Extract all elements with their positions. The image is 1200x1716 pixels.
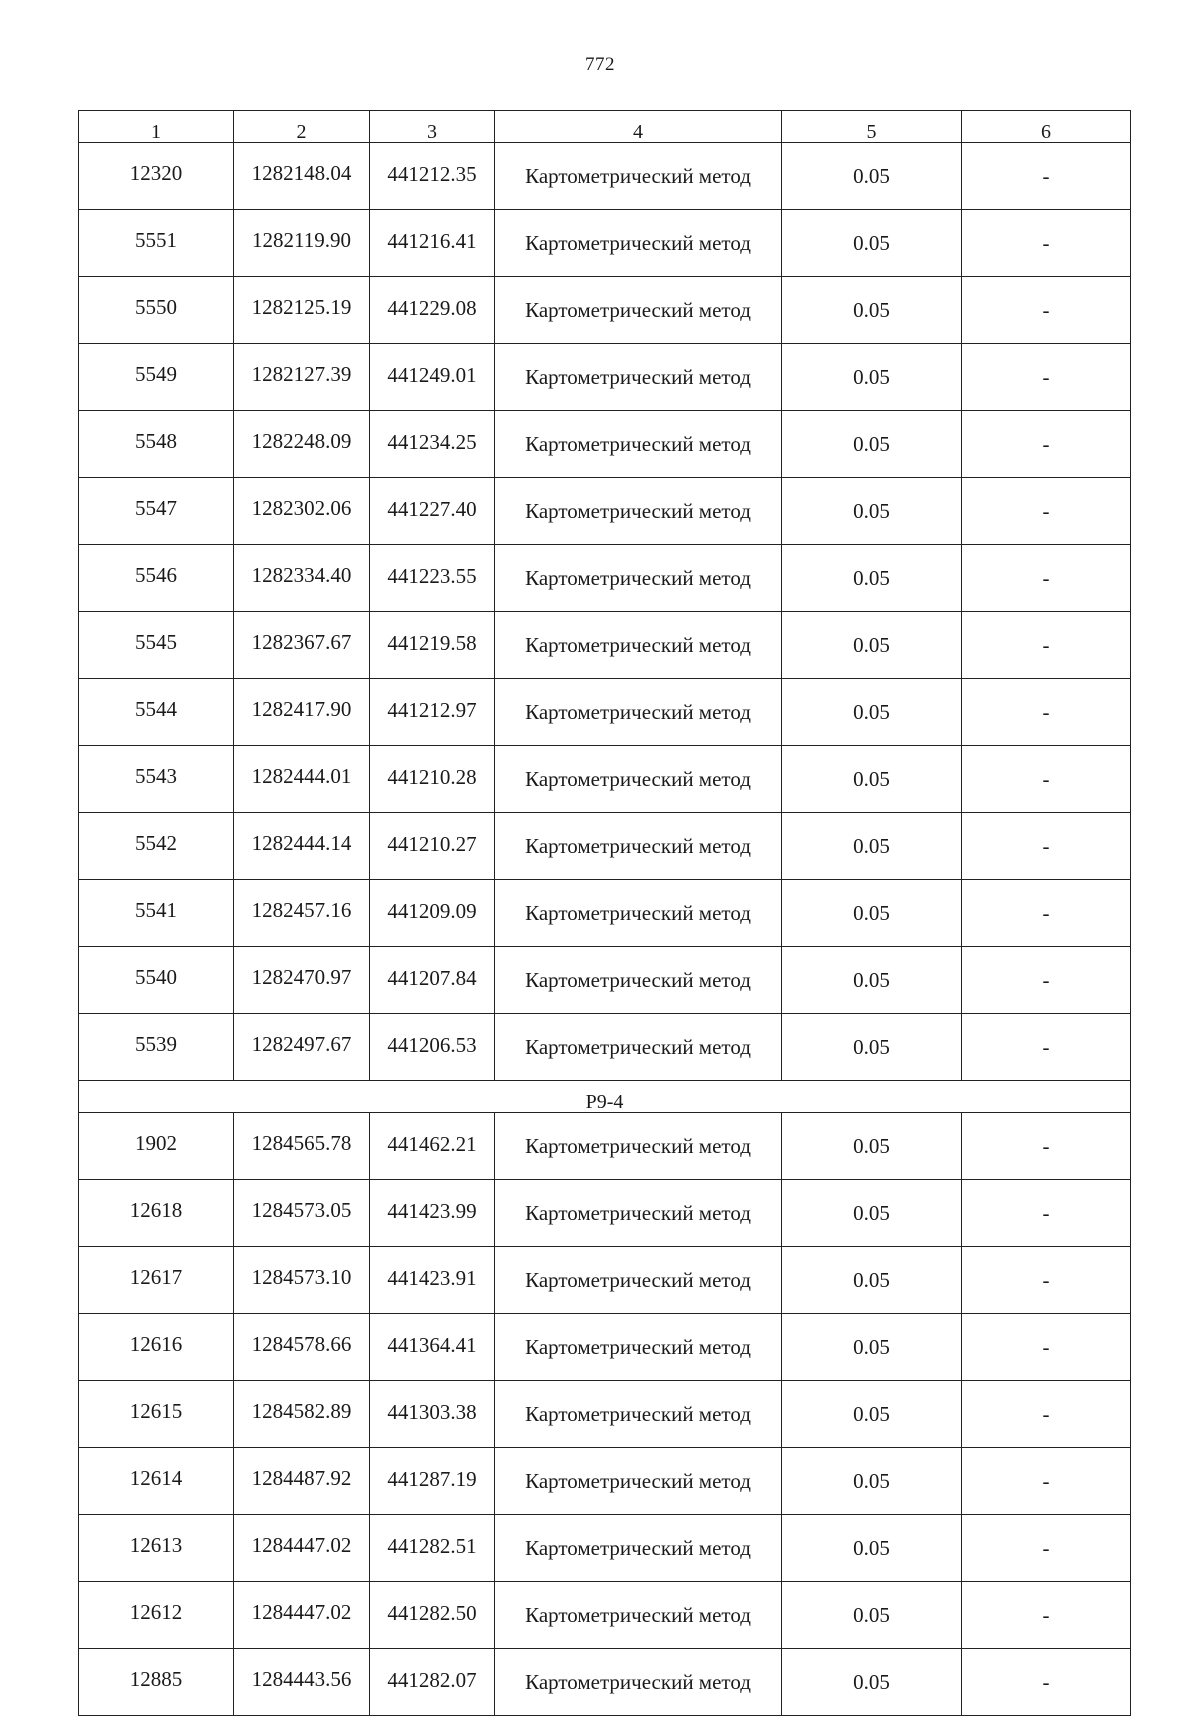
x-coordinate-cell: 1284565.78 [234, 1113, 370, 1180]
method-cell: Картометрический метод [495, 746, 782, 813]
point-number-cell: 5540 [79, 947, 234, 1014]
point-number-cell: 12613 [79, 1515, 234, 1582]
note-cell: - [962, 277, 1131, 344]
x-coordinate-cell: 1284573.05 [234, 1180, 370, 1247]
point-number-cell: 5541 [79, 880, 234, 947]
column-header: 4 [495, 111, 782, 143]
method-cell: Картометрический метод [495, 344, 782, 411]
point-number-cell: 12616 [79, 1314, 234, 1381]
point-number-cell: 12615 [79, 1381, 234, 1448]
table-row [79, 880, 1131, 947]
x-coordinate-cell: 1284573.10 [234, 1247, 370, 1314]
note-cell: - [962, 1448, 1131, 1515]
x-coordinate-cell: 1282470.97 [234, 947, 370, 1014]
table-row [79, 478, 1131, 545]
table-body [79, 111, 1131, 1716]
method-cell: Картометрический метод [495, 1247, 782, 1314]
point-number-cell: 12320 [79, 143, 234, 210]
x-coordinate-cell: 1282444.14 [234, 813, 370, 880]
note-cell: - [962, 1515, 1131, 1582]
note-cell: - [962, 746, 1131, 813]
y-coordinate-cell: 441209.09 [370, 880, 495, 947]
method-cell: Картометрический метод [495, 545, 782, 612]
x-coordinate-cell: 1282497.67 [234, 1014, 370, 1081]
point-number-cell: 1902 [79, 1113, 234, 1180]
y-coordinate-cell: 441216.41 [370, 210, 495, 277]
x-coordinate-cell: 1282444.01 [234, 746, 370, 813]
method-cell: Картометрический метод [495, 880, 782, 947]
accuracy-cell: 0.05 [782, 344, 962, 411]
table-row [79, 1515, 1131, 1582]
note-cell: - [962, 1381, 1131, 1448]
point-number-cell: 5550 [79, 277, 234, 344]
point-number-cell: 12618 [79, 1180, 234, 1247]
accuracy-cell: 0.05 [782, 1014, 962, 1081]
column-header: 3 [370, 111, 495, 143]
method-cell: Картометрический метод [495, 1314, 782, 1381]
note-cell: - [962, 1582, 1131, 1649]
y-coordinate-cell: 441364.41 [370, 1314, 495, 1381]
point-number-cell: 5548 [79, 411, 234, 478]
y-coordinate-cell: 441282.07 [370, 1649, 495, 1716]
x-coordinate-cell: 1282248.09 [234, 411, 370, 478]
x-coordinate-cell: 1284447.02 [234, 1515, 370, 1582]
point-number-cell: 5544 [79, 679, 234, 746]
note-cell: - [962, 411, 1131, 478]
accuracy-cell: 0.05 [782, 1448, 962, 1515]
note-cell: - [962, 813, 1131, 880]
y-coordinate-cell: 441227.40 [370, 478, 495, 545]
column-header: 2 [234, 111, 370, 143]
y-coordinate-cell: 441210.27 [370, 813, 495, 880]
point-number-cell: 5539 [79, 1014, 234, 1081]
accuracy-cell: 0.05 [782, 679, 962, 746]
table-row [79, 143, 1131, 210]
accuracy-cell: 0.05 [782, 1113, 962, 1180]
y-coordinate-cell: 441206.53 [370, 1014, 495, 1081]
y-coordinate-cell: 441207.84 [370, 947, 495, 1014]
method-cell: Картометрический метод [495, 1515, 782, 1582]
method-cell: Картометрический метод [495, 143, 782, 210]
y-coordinate-cell: 441287.19 [370, 1448, 495, 1515]
accuracy-cell: 0.05 [782, 813, 962, 880]
x-coordinate-cell: 1282367.67 [234, 612, 370, 679]
method-cell: Картометрический метод [495, 813, 782, 880]
column-header: 1 [79, 111, 234, 143]
x-coordinate-cell: 1284582.89 [234, 1381, 370, 1448]
table-row [79, 679, 1131, 746]
note-cell: - [962, 210, 1131, 277]
accuracy-cell: 0.05 [782, 880, 962, 947]
point-number-cell: 5549 [79, 344, 234, 411]
table-row [79, 1582, 1131, 1649]
section-label: Р9-4 [79, 1081, 1131, 1113]
method-cell: Картометрический метод [495, 1649, 782, 1716]
table-row [79, 1649, 1131, 1716]
y-coordinate-cell: 441234.25 [370, 411, 495, 478]
method-cell: Картометрический метод [495, 411, 782, 478]
note-cell: - [962, 1247, 1131, 1314]
point-number-cell: 12612 [79, 1582, 234, 1649]
method-cell: Картометрический метод [495, 1113, 782, 1180]
x-coordinate-cell: 1282302.06 [234, 478, 370, 545]
note-cell: - [962, 478, 1131, 545]
point-number-cell: 12885 [79, 1649, 234, 1716]
y-coordinate-cell: 441462.21 [370, 1113, 495, 1180]
x-coordinate-cell: 1282334.40 [234, 545, 370, 612]
note-cell: - [962, 1014, 1131, 1081]
point-number-cell: 12617 [79, 1247, 234, 1314]
method-cell: Картометрический метод [495, 679, 782, 746]
x-coordinate-cell: 1284443.56 [234, 1649, 370, 1716]
note-cell: - [962, 947, 1131, 1014]
note-cell: - [962, 612, 1131, 679]
y-coordinate-cell: 441219.58 [370, 612, 495, 679]
table-row [79, 813, 1131, 880]
section-row [79, 1081, 1131, 1113]
table-row [79, 411, 1131, 478]
table-row [79, 1247, 1131, 1314]
accuracy-cell: 0.05 [782, 1515, 962, 1582]
table-row [79, 746, 1131, 813]
table-row [79, 1180, 1131, 1247]
table-row [79, 1381, 1131, 1448]
method-cell: Картометрический метод [495, 1381, 782, 1448]
x-coordinate-cell: 1282148.04 [234, 143, 370, 210]
accuracy-cell: 0.05 [782, 1381, 962, 1448]
point-number-cell: 12614 [79, 1448, 234, 1515]
accuracy-cell: 0.05 [782, 1247, 962, 1314]
x-coordinate-cell: 1282417.90 [234, 679, 370, 746]
method-cell: Картометрический метод [495, 947, 782, 1014]
accuracy-cell: 0.05 [782, 612, 962, 679]
table-row [79, 277, 1131, 344]
y-coordinate-cell: 441229.08 [370, 277, 495, 344]
coordinates-table [78, 110, 1131, 1716]
y-coordinate-cell: 441282.51 [370, 1515, 495, 1582]
y-coordinate-cell: 441212.97 [370, 679, 495, 746]
y-coordinate-cell: 441303.38 [370, 1381, 495, 1448]
point-number-cell: 5543 [79, 746, 234, 813]
point-number-cell: 5546 [79, 545, 234, 612]
method-cell: Картометрический метод [495, 1180, 782, 1247]
x-coordinate-cell: 1284487.92 [234, 1448, 370, 1515]
accuracy-cell: 0.05 [782, 210, 962, 277]
method-cell: Картометрический метод [495, 210, 782, 277]
accuracy-cell: 0.05 [782, 545, 962, 612]
y-coordinate-cell: 441249.01 [370, 344, 495, 411]
note-cell: - [962, 679, 1131, 746]
accuracy-cell: 0.05 [782, 1649, 962, 1716]
y-coordinate-cell: 441223.55 [370, 545, 495, 612]
accuracy-cell: 0.05 [782, 277, 962, 344]
method-cell: Картометрический метод [495, 1582, 782, 1649]
y-coordinate-cell: 441212.35 [370, 143, 495, 210]
accuracy-cell: 0.05 [782, 478, 962, 545]
table-row [79, 1014, 1131, 1081]
accuracy-cell: 0.05 [782, 143, 962, 210]
accuracy-cell: 0.05 [782, 411, 962, 478]
method-cell: Картометрический метод [495, 478, 782, 545]
y-coordinate-cell: 441282.50 [370, 1582, 495, 1649]
table-row [79, 344, 1131, 411]
page-number: 772 [585, 54, 615, 75]
note-cell: - [962, 1649, 1131, 1716]
y-coordinate-cell: 441423.91 [370, 1247, 495, 1314]
x-coordinate-cell: 1282125.19 [234, 277, 370, 344]
table-row [79, 210, 1131, 277]
y-coordinate-cell: 441210.28 [370, 746, 495, 813]
table-row [79, 612, 1131, 679]
x-coordinate-cell: 1284447.02 [234, 1582, 370, 1649]
x-coordinate-cell: 1284578.66 [234, 1314, 370, 1381]
point-number-cell: 5551 [79, 210, 234, 277]
accuracy-cell: 0.05 [782, 746, 962, 813]
table-row [79, 1314, 1131, 1381]
accuracy-cell: 0.05 [782, 1180, 962, 1247]
note-cell: - [962, 1180, 1131, 1247]
point-number-cell: 5545 [79, 612, 234, 679]
method-cell: Картометрический метод [495, 612, 782, 679]
y-coordinate-cell: 441423.99 [370, 1180, 495, 1247]
x-coordinate-cell: 1282119.90 [234, 210, 370, 277]
note-cell: - [962, 1314, 1131, 1381]
x-coordinate-cell: 1282457.16 [234, 880, 370, 947]
point-number-cell: 5547 [79, 478, 234, 545]
note-cell: - [962, 880, 1131, 947]
accuracy-cell: 0.05 [782, 947, 962, 1014]
note-cell: - [962, 1113, 1131, 1180]
note-cell: - [962, 143, 1131, 210]
table-row [79, 1448, 1131, 1515]
accuracy-cell: 0.05 [782, 1582, 962, 1649]
point-number-cell: 5542 [79, 813, 234, 880]
column-header-row [79, 111, 1131, 143]
accuracy-cell: 0.05 [782, 1314, 962, 1381]
method-cell: Картометрический метод [495, 1014, 782, 1081]
column-header: 6 [962, 111, 1131, 143]
method-cell: Картометрический метод [495, 1448, 782, 1515]
column-header: 5 [782, 111, 962, 143]
x-coordinate-cell: 1282127.39 [234, 344, 370, 411]
table-row [79, 947, 1131, 1014]
method-cell: Картометрический метод [495, 277, 782, 344]
table-row [79, 1113, 1131, 1180]
note-cell: - [962, 545, 1131, 612]
note-cell: - [962, 344, 1131, 411]
table-row [79, 545, 1131, 612]
